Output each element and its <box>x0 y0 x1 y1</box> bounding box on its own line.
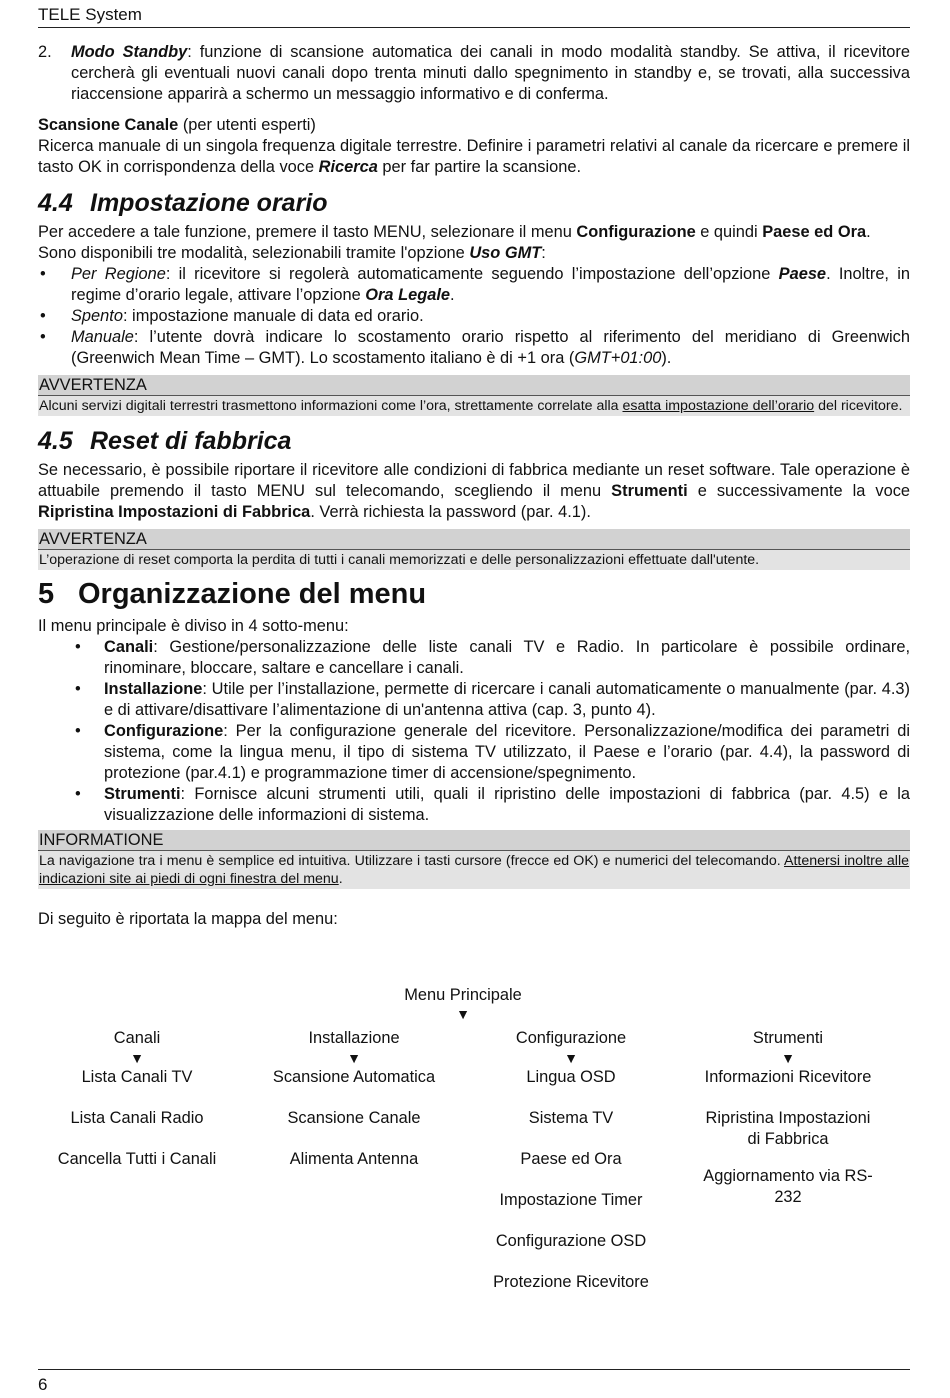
menu-map-item: Aggiornamento via RS- 232 <box>703 1167 873 1206</box>
menu-map-column-strumenti <box>683 1028 893 1208</box>
list-item: • Strumenti: Fornisce alcuni strumenti utili, quali il ripristino delle impostazioni di fabbrica (par. 4.5) e la visualizzazione delle informazioni di sistema. <box>71 784 910 826</box>
list-item: • Manuale: l’utente dovrà indicare lo scostamento orario rispetto al riferimento del meridiano di Greenwich (Greenwich Mean Time – GMT). Lo scostamento italiano è di +1 ora (GMT+01:00). <box>40 328 910 367</box>
note-heading: AVVERTENZA <box>38 529 910 549</box>
menu-map-column-canali <box>32 1028 242 1170</box>
column-heading: Configurazione <box>515 1029 627 1047</box>
list-item: • Installazione: Utile per l’installazione, permette di ricercare i canali automaticamente o manualmente (par. 4.3) e di attivare/disattivare l’alimentazione di un'antenna attiva (cap. 3, punto 4). <box>71 679 910 721</box>
list-item: • Per Regione: il ricevitore si regolerà automaticamente seguendo l’impostazione dell’opzione Paese. Inoltre, in regime d’orario legale, attivare l’opzione Ora Legale. <box>40 265 911 304</box>
menu-map-item: Ripristina Impostazioni di Fabbrica <box>705 1109 871 1148</box>
chapter-5-intro: Il menu principale è diviso in 4 sotto-menu: <box>38 617 349 635</box>
menu-map-item: Paese ed Ora <box>520 1150 622 1168</box>
list-item: • Spento: impostazione manuale di data ed orario. <box>40 307 424 325</box>
list-item: • Canali: Gestione/personalizzazione delle liste canali TV e Radio. In particolare è possibile ordinare, rinominare, bloccare, saltare e cancellare i canali. <box>71 637 910 679</box>
note-body: La navigazione tra i menu è semplice ed intuitiva. Utilizzare i tasti cursore (frecce ed OK) e numerici del telecomando. Attenersi inoltre alle indicazioni site ai piedi di ogni finestra del menu. <box>39 853 909 887</box>
menu-map-item: Scansione Automatica <box>272 1068 436 1086</box>
scan-paragraph: Ricerca manuale di un singola frequenza digitale terrestre. Definire i parametri relativi al canale da ricercare e premere il tasto OK in corrispondenza della voce Ricerca per far partire la scansione. <box>38 137 910 176</box>
section-4-4-modes: Sono disponibili tre modalità, selezionabili tramite l'opzione Uso GMT: <box>38 244 546 262</box>
menu-map-intro: Di seguito è riportata la mappa del menu: <box>38 910 338 928</box>
warning-box-reset <box>38 529 910 570</box>
item-number: 2. <box>38 43 52 61</box>
note-heading: INFORMATIONE <box>38 830 910 850</box>
note-heading: AVVERTENZA <box>38 375 910 395</box>
column-heading: Strumenti <box>752 1029 824 1047</box>
submenu-list <box>38 637 910 826</box>
menu-map-item: Lista Canali TV <box>81 1068 193 1086</box>
bullet-icon: • <box>75 722 81 740</box>
menu-map-item: Lista Canali Radio <box>70 1109 204 1127</box>
section-4-4-intro: Per accedere a tale funzione, premere il tasto MENU, selezionare il menu Configurazione e quindi Paese ed Ora. <box>38 223 871 241</box>
arrow-down-icon: ▼ <box>564 1050 578 1066</box>
root-label: Menu Principale <box>404 986 522 1004</box>
page-content <box>38 42 910 930</box>
section-4-5-paragraph: Se necessario, è possibile riportare il ricevitore alle condizioni di fabbrica mediante un reset software. Tale operazione è attuabile premendo il tasto MENU sul telecomando, scegliendo il menu Strumenti e successivamente la voce Ripristina Impostazioni di Fabbrica. Verrà richiesta la password (par. 4.1). <box>38 461 910 521</box>
column-heading: Installazione <box>308 1029 400 1047</box>
info-box-navigation <box>38 830 910 889</box>
item-text: Modo Standby: funzione di scansione automatica dei canali in modo modalità standby. Se attiva, il ricevitore cercherà gli eventuali nuovi canali dopo trenta minuti dallo spegnimento in standby e, se trovati, alla successiva riaccensione apparirà a schermo un messaggio informativo e di conferma. <box>71 43 910 103</box>
note-body: Alcuni servizi digitali terrestri trasmettono informazioni come l’ora, strettamente correlate alla esatta impostazione dell’orario del ricevitore. <box>38 396 910 416</box>
menu-map-item: Protezione Ricevitore <box>493 1273 649 1291</box>
page-number: 6 <box>38 1375 48 1394</box>
warning-box-time <box>38 375 910 416</box>
arrow-down-icon: ▼ <box>456 1006 470 1022</box>
bullet-icon: • <box>40 307 46 325</box>
bullet-icon: • <box>75 638 81 656</box>
footer-rule <box>38 1369 910 1370</box>
header-rule <box>38 27 910 28</box>
menu-map-item: Scansione Canale <box>287 1109 421 1127</box>
column-heading: Canali <box>113 1029 161 1047</box>
bullet-icon: • <box>75 785 81 803</box>
item-term: Modo Standby <box>71 43 188 61</box>
arrow-down-icon: ▼ <box>347 1050 361 1066</box>
section-4-4-heading: 4.4 Impostazione orario <box>38 189 328 217</box>
menu-map-item: Sistema TV <box>528 1109 614 1127</box>
chapter-5-heading: 5 Organizzazione del menu <box>38 578 427 610</box>
running-header: TELE System <box>38 5 142 24</box>
arrow-down-icon: ▼ <box>781 1050 795 1066</box>
bullet-icon: • <box>40 328 46 346</box>
menu-map-root <box>363 986 563 1023</box>
numbered-item-2 <box>38 42 910 105</box>
list-item: • Configurazione: Per la configurazione generale del ricevitore. Personalizzazione/modifica dei parametri di sistema, come la lingua menu, il tipo di sistema TV utilizzato, il Paese e l’orario (par. 4.4), la password di protezione (par.4.1) e programmazione timer di accensione/spegnimento. <box>71 721 910 784</box>
bullet-icon: • <box>40 265 46 283</box>
menu-map-item: Alimenta Antenna <box>289 1150 419 1168</box>
gmt-mode-list <box>38 264 910 369</box>
menu-map-item: Cancella Tutti i Canali <box>57 1150 217 1168</box>
note-body: L’operazione di reset comporta la perdita di tutti i canali memorizzati e delle personalizzazioni effettuate dall'utente. <box>38 550 910 570</box>
menu-map-item: Informazioni Ricevitore <box>704 1068 872 1086</box>
arrow-down-icon: ▼ <box>130 1050 144 1066</box>
section-4-5-heading: 4.5 Reset di fabbrica <box>38 427 292 455</box>
menu-map-column-installazione <box>249 1028 459 1170</box>
menu-map-column-configurazione <box>466 1028 676 1293</box>
menu-map-item: Lingua OSD <box>526 1068 616 1086</box>
bullet-icon: • <box>75 680 81 698</box>
menu-map-item: Configurazione OSD <box>495 1232 647 1250</box>
menu-map-item: Impostazione Timer <box>499 1191 643 1209</box>
scan-heading: Scansione Canale (per utenti esperti) <box>38 116 316 134</box>
